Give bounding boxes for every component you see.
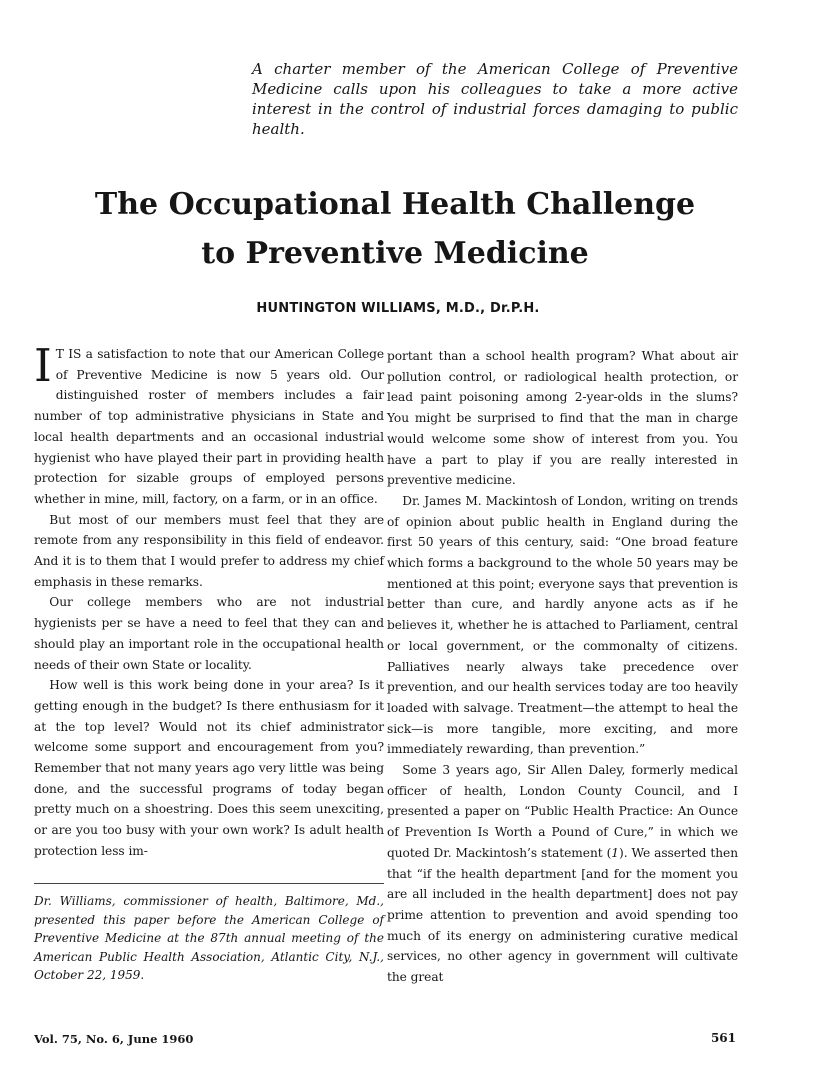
paragraph: But most of our members must feel that they are remote from any responsibility in this field of endeavor. And it is to them that I would prefer to address my chief emphasis in these remarks.	[34, 512, 384, 589]
reference-number: 1	[611, 845, 620, 860]
footnote-divider	[34, 883, 384, 884]
paragraph: Dr. James M. Mackintosh of London, writing on trends of opinion about public health in England during the first 50 years of this century, said: “One broad feature which forms a background to the whole 50 years may be mentioned at this point; everyone says that prevention is better than cure, and hardly anyone acts as if he believes it, whether he is attached to Parliament, central or local government, or the commonalty of citizens. Palliatives nearly always take precedence over prevention, and our health services today are too heavily loaded with salvage. Treatment—the attempt to heal the sick—is more tangible, more exciting, and more immediately rewarding, than prevention.”	[387, 493, 738, 757]
paragraph-text: Some 3 years ago, Sir Allen Daley, formerly medical officer of health, London County Council, and I presented a paper on “Public Health Practice: An Ounce of Prevention Is Worth a Pound of Cure,” in which we quoted Dr. Mackintosh’s statement (	[387, 763, 738, 860]
title-line-2: to Preventive Medicine	[201, 236, 589, 271]
author-footnote: Dr. Williams, commissioner of health, Baltimore, Md., presented this paper before the American College of Preventive Medicine at the 87th annual meeting of the American Public Health Association, Atlantic City, N.J., October 22, 1959.	[34, 894, 384, 983]
page-number: 561	[710, 1031, 736, 1045]
paragraph-text: T IS a satisfaction to note that our American College of Preventive Medicine is now 5 years old. Our distinguished roster of members includes a fair number of top administrative physicians in State and local health departments and an occasional industrial hygienist who have played their part in providing health protection for sizable groups of employed persons whether in mine, mill, factory, on a farm, or in an office.	[34, 347, 384, 506]
paragraph-text: ). We asserted then that “if the health department [and for the moment you are all included in the health department] does not pay prime attention to prevention and avoid spending too much of its energy on administering curative medical services, no other agency in government will cultivate the great	[387, 845, 738, 985]
article-title	[60, 180, 730, 278]
abstract-blurb: A charter member of the American College of Preventive Medicine calls upon his colleagues to take a more active interest in the control of industrial forces damaging to public health.	[252, 60, 738, 138]
title-line-1: The Occupational Health Challenge	[94, 187, 696, 222]
journal-issue: Vol. 75, No. 6, June 1960	[34, 1032, 194, 1046]
paragraph: portant than a school health program? What about air pollution control, or radiological health protection, or lead paint poisoning among 2-year-olds in the slums? You might be surprised to find that the man in charge would welcome some show of interest from you. You have a part to play if you are really interested in preventive medicine.	[387, 349, 738, 488]
paragraph: Our college members who are not industrial hygienists per se have a need to feel that they can and should play an important role in the occupational health needs of their own State or locality.	[34, 595, 384, 672]
paragraph: How well is this work being done in your area? Is it getting enough in the budget? Is there enthusiasm for it at the top level? Would not its chief administrator welcome some support and encouragement from you? Remember that not many years ago very little was being done, and the successful programs of today began pretty much on a shoestring. Does this seem unexciting, or are you too busy with your own work? Is adult health protection less im-	[34, 678, 384, 858]
drop-cap: I	[34, 339, 52, 392]
left-column	[34, 339, 384, 862]
paragraph	[387, 760, 738, 988]
author-byline: HUNTINGTON WILLIAMS, M.D., Dr.P.H.	[256, 301, 540, 316]
paragraph	[34, 339, 384, 510]
right-column	[387, 346, 738, 988]
